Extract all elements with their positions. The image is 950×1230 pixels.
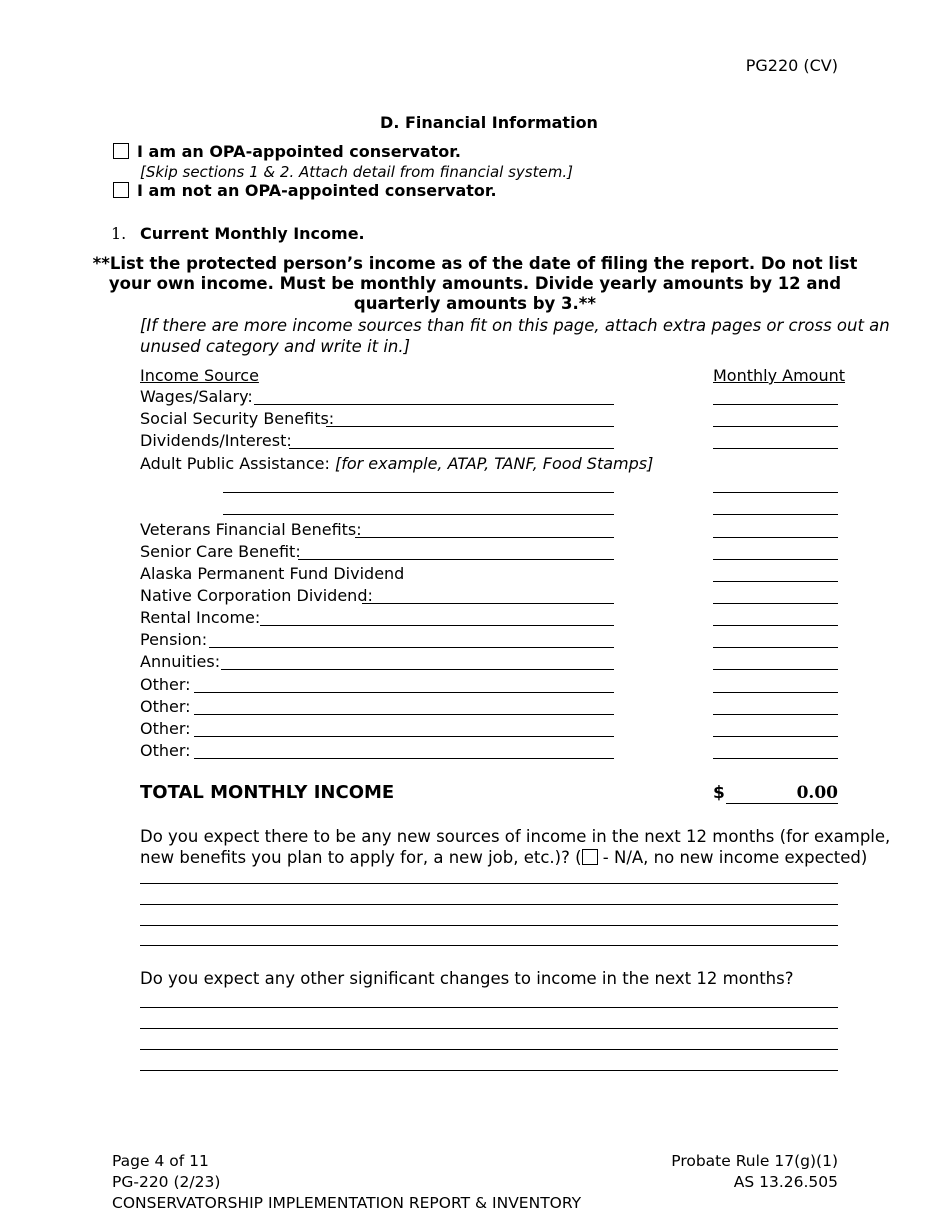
dividends-label: Dividends/Interest: [140, 431, 292, 450]
other-changes-question: Do you expect any other significant changes to income in the next 12 months? [140, 969, 794, 988]
form-code: PG220 (CV) [745, 56, 838, 75]
statute: AS 13.26.505 [733, 1173, 838, 1191]
new-sources-answer-line-1[interactable] [140, 883, 838, 884]
other-amount-field-2[interactable] [713, 714, 838, 715]
social-security-amount-field[interactable] [713, 426, 838, 427]
adult-assistance-amount-field-2[interactable] [713, 514, 838, 515]
rental-label: Rental Income: [140, 608, 261, 627]
other-amount-field-1[interactable] [713, 692, 838, 693]
other-label-3: Other: [140, 719, 191, 738]
veterans-source-field[interactable] [355, 537, 614, 538]
new-sources-answer-line-3[interactable] [140, 925, 838, 926]
social-security-label: Social Security Benefits: [140, 409, 335, 428]
annuities-source-field[interactable] [221, 669, 614, 670]
native-corp-source-field[interactable] [362, 603, 614, 604]
opa-appointed-label: I am an OPA-appointed conservator. [137, 142, 461, 161]
footer-right [671, 1151, 838, 1193]
pfd-amount-field[interactable] [713, 581, 838, 582]
other-changes-answer-line-2[interactable] [140, 1028, 838, 1029]
new-sources-answer-line-4[interactable] [140, 945, 838, 946]
other-changes-answer-line-4[interactable] [140, 1070, 838, 1071]
other-changes-answer-line-1[interactable] [140, 1007, 838, 1008]
pension-label: Pension: [140, 630, 208, 649]
footer-left [112, 1151, 581, 1214]
other-changes-answer-line-3[interactable] [140, 1049, 838, 1050]
other-amount-field-4[interactable] [713, 758, 838, 759]
wages-amount-field[interactable] [713, 404, 838, 405]
other-source-field-1[interactable] [194, 692, 614, 693]
monthly-amount-header: Monthly Amount [713, 366, 846, 385]
other-source-field-4[interactable] [194, 758, 614, 759]
new-sources-question: Do you expect there to be any new sources of income in the next 12 months (for example, new benefits you plan to apply for, a new job, etc.)? ( - N/A, no new income expected) [140, 827, 891, 867]
social-security-source-field[interactable] [326, 426, 614, 427]
total-monthly-income-value: 0.00 [726, 783, 838, 804]
other-label-4: Other: [140, 741, 191, 760]
not-opa-appointed-checkbox[interactable] [113, 182, 129, 198]
pension-source-field[interactable] [209, 647, 614, 648]
other-label-2: Other: [140, 697, 191, 716]
senior-care-source-field[interactable] [298, 559, 614, 560]
native-corp-label: Native Corporation Dividend: [140, 586, 373, 605]
annuities-label: Annuities: [140, 652, 221, 671]
total-currency-symbol: $ [713, 783, 725, 803]
na-no-new-income-checkbox[interactable] [582, 849, 598, 865]
pfd-label: Alaska Permanent Fund Dividend [140, 564, 405, 583]
wages-source-field[interactable] [254, 404, 614, 405]
income-note: [If there are more income sources than fit on this page, attach extra pages or cross out an unused category and write it in.] [140, 316, 890, 356]
adult-assistance-amount-field-1[interactable] [713, 492, 838, 493]
annuities-amount-field[interactable] [713, 669, 838, 670]
total-monthly-income-label: TOTAL MONTHLY INCOME [140, 782, 395, 803]
senior-care-amount-field[interactable] [713, 559, 838, 560]
section-number: 1. [111, 224, 127, 243]
page-number: Page 4 of 11 [112, 1152, 209, 1170]
new-sources-answer-line-2[interactable] [140, 904, 838, 905]
not-opa-appointed-label: I am not an OPA-appointed conservator. [137, 181, 497, 200]
pension-amount-field[interactable] [713, 647, 838, 648]
dividends-amount-field[interactable] [713, 448, 838, 449]
adult-assistance-example: [for example, ATAP, TANF, Food Stamps] [334, 454, 654, 473]
income-section-title: Current Monthly Income. [140, 224, 365, 243]
veterans-amount-field[interactable] [713, 537, 838, 538]
dividends-source-field[interactable] [289, 448, 614, 449]
other-source-field-2[interactable] [194, 714, 614, 715]
income-instruction: **List the protected person’s income as of the date of filing the report. Do not list your own income. Must be monthly amounts. Divide yearly amounts by 12 and quarterly amounts by 3.** [92, 254, 858, 313]
other-amount-field-3[interactable] [713, 736, 838, 737]
section-title: D. Financial Information [380, 113, 598, 132]
wages-label: Wages/Salary: [140, 387, 253, 406]
form-title: CONSERVATORSHIP IMPLEMENTATION REPORT & INVENTORY [112, 1194, 582, 1212]
form-number: PG-220 (2/23) [112, 1173, 221, 1191]
rental-source-field[interactable] [260, 625, 614, 626]
opa-appointed-checkbox[interactable] [113, 143, 129, 159]
other-source-field-3[interactable] [194, 736, 614, 737]
income-source-header: Income Source [140, 366, 259, 385]
adult-assistance-source-field-2[interactable] [223, 514, 614, 515]
native-corp-amount-field[interactable] [713, 603, 838, 604]
senior-care-label: Senior Care Benefit: [140, 542, 301, 561]
opa-appointed-note: [Skip sections 1 & 2. Attach detail from financial system.] [140, 163, 573, 181]
rental-amount-field[interactable] [713, 625, 838, 626]
probate-rule: Probate Rule 17(g)(1) [671, 1152, 838, 1170]
veterans-label: Veterans Financial Benefits: [140, 520, 362, 539]
adult-assistance-label: Adult Public Assistance: [for example, ATAP, TANF, Food Stamps] [140, 454, 654, 473]
other-label-1: Other: [140, 675, 191, 694]
adult-assistance-source-field-1[interactable] [223, 492, 614, 493]
